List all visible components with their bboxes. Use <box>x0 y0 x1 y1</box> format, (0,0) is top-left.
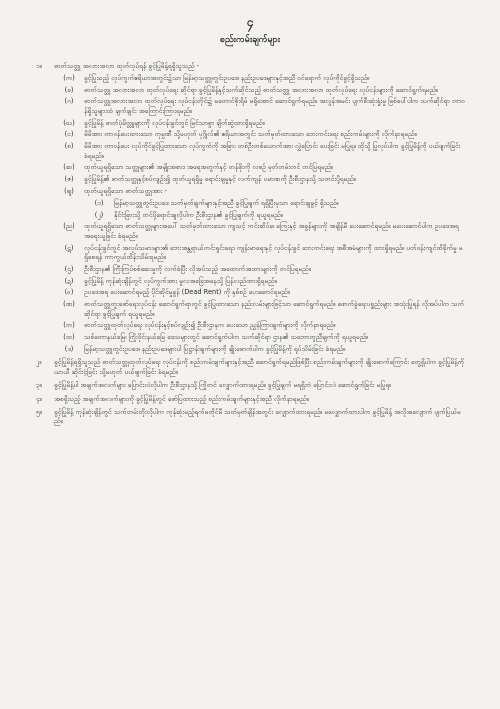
sub-clause <box>36 86 466 95</box>
clause-text: ထုတ်ယူရရှိသော သတ္တုများ၏ အမျိုးအစား၊ အရေအတွက်နှင့် တန်ဖိုးကို လစဉ် မှတ်တမ်းတင် တင်ပြရမည်။ <box>84 163 334 172</box>
clause-text: ဦးစီးဌာန၏ ကြီးကြပ်စစ်ဆေးမှုကို လက်ခံပြီး လိုအပ်သည့် အထောက်အထားများကို တင်ပြရမည်။ <box>84 264 311 273</box>
clause-text: အစရှိသည့် အချက်အလက်များကို ခွင့်ပြုမိန့်တွင် ဖော်ပြထားသည့် စည်းကမ်းချက်များနှင့်အညီ လိုက်နာရမည်။ <box>54 394 309 403</box>
clause-marker: (ဆ) <box>63 163 75 172</box>
clause-text: ဓာတ်သတ္တုထုတ်လုပ်ရေး လုပ်ငန်းနှင့်စပ်လျဉ်း၍ ဦးစီးဌာနက ပေးသော ညွှန်ကြားချက်များကို လိုက်နာရမည်။ <box>84 321 336 330</box>
clause-text: ဓာတ်သတ္တု အလားအလာ ထုတ်လုပ်ရန် ခွင့်ပြုမိန့်ရရှိသူသည် - <box>54 62 199 70</box>
sub-clause <box>36 321 466 330</box>
clause-marker: (င) <box>64 130 74 139</box>
sub-clause <box>36 74 466 83</box>
sub-clause <box>36 175 466 184</box>
clause-marker: (၂) <box>94 210 104 219</box>
sub-clause <box>36 187 466 196</box>
clause-number: ၄။ <box>36 394 42 403</box>
sub-clause <box>36 142 466 161</box>
clause-number: ၃။ <box>36 381 42 390</box>
clause-text: ဓာတ်သတ္တုတူးဖော်ရေးလုပ်ငန်း ဆောင်ရွက်ရာတွင် ခွင့်ပြုထားသော နည်းလမ်းများဖြင့်သာ ဆောင်ရွက်ရမည်။ ဖောက်ခွဲရေးပစ္စည်းများ အသုံးပြုရန် လိုအပ်ပါက သက်ဆိုင်ရာ ခွင့်ပြုချက် ရယူရမည်။ <box>84 300 464 318</box>
clause-marker: (ဃ) <box>63 118 75 127</box>
sub-clause <box>36 244 466 263</box>
clause-marker: (ခ) <box>64 85 74 94</box>
clause-marker: (ဋ) <box>64 243 74 252</box>
clause-marker: (ဇ) <box>64 175 74 184</box>
sub-clause <box>36 288 466 297</box>
clause-marker: (ထ) <box>63 333 75 342</box>
clause-text: ဓာတ်သတ္တု အလားအလာ ထုတ်လုပ်ရေး ဆိုင်ရာ ခွင့်ပြုမိန့်နှင့်သက်ဆိုင်သည့် ဓာတ်သတ္တု အလားအလာ ထုတ်လုပ်ရေး လုပ်ငန်းများကို ဆောင်ရွက်ရမည်။ <box>84 85 438 94</box>
clause-text: ခွင့်ပြုမိန့်ပါ အချက်အလက်များ ပြောင်းလဲလိုပါက ဦးစီးဌာနသို့ ကြိုတင် လျှောက်ထားရမည်။ ခွင့်ပြုချက် မရရှိဘဲ ပြောင်းလဲ ဆောင်ရွက်ခြင်း မပြုရ။ <box>54 381 391 390</box>
clause-text: မြန်မာ့သတ္တုတွင်းဥပဒေ သတ်မှတ်ချက်များနှင့်အညီ ခွင့်ပြုချက် ရရှိပြီးမှသာ ရောင်းချခွင့် ရှိသည်။ <box>114 198 339 207</box>
clause-number: ၂။ <box>36 358 42 367</box>
sub-clause <box>36 345 466 354</box>
clause-text: ခွင့်ပြုမိန့်ရရှိသူသည် ဓာတ်သတ္တုထုတ်လုပ်ရေး လုပ်ငန်းကို စည်းကမ်းချက်များနှင့်အညီ ဆောင်ရွက်ရမည်ဖြစ်ပြီး စည်းကမ်းချက်များကို ချိုးဖောက်ကြောင်း တွေ့ရှိပါက ခွင့်ပြုမိန့်ကို ယာယီ ဆိုင်းငံ့ခြင်း သို့မဟုတ် ပယ်ဖျက်ခြင်း ခံရမည်။ <box>54 358 464 376</box>
sub-clause <box>36 300 466 319</box>
sub-clause <box>36 130 466 139</box>
clause-marker: (ဂ) <box>64 97 74 106</box>
clause-text: ခွင့်ပြုမိန့် ကုန်ဆုံးချိန်တွင် လုပ်ကွက်အား မူလအခြေအနေသို့ ပြန်လည်ထားရှိရမည်။ <box>84 276 277 285</box>
clause-text: ခွင့်ပြုသည့် လုပ်ကွက်ဧရိယာအတွင်း၌သာ မြန်မာ့သတ္တုတွင်းဥပဒေ၊ နည်းဥပဒေများနှင့်အညီ ဝင်ရောက် လုပ်ကိုင်ခွင့်ရှိသည်။ <box>84 73 370 82</box>
clause-text: ထုတ်ယူရရှိသော ဓာတ်သတ္တုအား - <box>84 186 167 195</box>
section-heading: စည်းကမ်းချက်များ <box>219 35 281 45</box>
numbered-clause <box>36 62 466 71</box>
sub-clause <box>36 163 466 172</box>
clause-marker: (စ) <box>64 142 74 151</box>
clause-marker: (၁) <box>94 198 104 207</box>
numbered-clause <box>36 395 466 404</box>
clause-marker: (ဌ) <box>64 264 74 273</box>
sub-clause <box>36 97 466 116</box>
clause-marker: (ဎ) <box>64 288 74 297</box>
sub-clause <box>36 277 466 286</box>
clause-marker: (ဈ) <box>64 186 74 195</box>
clause-text: သစ်တောနယ်မြေ၊ ကြိုးဝိုင်းနယ်မြေ ဒေသများတွင် ဆောင်ရွက်ပါက သက်ဆိုင်ရာ ဌာန၏ သဘောတူညီချက်ကို ရယူရမည်။ <box>84 333 368 342</box>
numbered-clause <box>36 358 466 377</box>
clause-text: ထုတ်ယူရရှိသော ဓာတ်သတ္တုများအပေါ် သတ်မှတ်ထားသော ကျသင့် ကင်းဆိပ်ခ၊ ကြေးနှင့် အခွန်များကို အချိန်မီ ပေးဆောင်ရမည်။ မပေးဆောင်ပါက ဥပဒေအရ အရေးယူခြင်း ခံရမည်။ <box>84 222 459 240</box>
page-number: ၄ <box>246 15 254 29</box>
clause-text: မိမိအား တာဝန်ပေး လုပ်ကိုင်ခွင့်ပြုထားသော လုပ်ကွက်ကို အခြား တစ်ဦးတစ်ယောက်အား လွှဲပြောင်း ပေးခြင်း မပြုရ။ ထိုသို့ ပြုလုပ်ပါက ခွင့်ပြုမိန့်ကို ပယ်ဖျက်ခြင်း ခံရမည်။ <box>84 142 461 160</box>
clause-text: မြန်မာ့သတ္တုတွင်းဥပဒေ၊ နည်းဥပဒေများပါ ပြဋ္ဌာန်းချက်များကို ချိုးဖောက်ပါက ခွင့်ပြုမိန့်ကို ရုပ်သိမ်းခြင်း ခံရမည်။ <box>84 344 346 353</box>
clause-marker: (ဍ) <box>64 276 74 285</box>
clause-text: လုပ်ငန်းခွင်တွင် အလုပ်သမားများ၏ ဘေးအန္တရာယ်ကင်းရှင်းရေး၊ ကျန်းမာရေးနှင့် လုပ်ငန်းခွင် ဘေးကင်းရေး အစီအမံများကို ထားရှိရမည်။ ပတ်ဝန်းကျင်ထိခိုက်မှု မရှိစေရန် ကာကွယ်ထိန်းသိမ်းရမည်။ <box>84 243 463 261</box>
clause-marker: (ဒ) <box>64 344 74 353</box>
clause-text: ဥပဒေအရ ပေးဆောင်ရမည့် ပိုင်ဆိုင်မှုခွန် (Dead Rent) ကို နှစ်စဉ် ပေးဆောင်ရမည်။ <box>84 288 290 297</box>
clause-text: မိမိအား တာဝန်ပေးထားသော ကုမ္ပဏီ သို့မဟုတ် ပုဂ္ဂိုလ်၏ ဧရိယာအတွင်း သတ်မှတ်ထားသော ဘေးကင်းရေး စည်းကမ်းများကို လိုက်နာရမည်။ <box>84 130 417 139</box>
clause-marker: (က) <box>63 73 75 82</box>
clause-text: ခွင့်ပြုမိန့် ကုန်ဆုံးချိန်တွင် သက်တမ်းတိုးလိုပါက ကုန်ဆုံးမည့်ရက်မတိုင်မီ သတ်မှတ်ချိန်အတွင်း လျှောက်ထားရမည်။ မလျှောက်ထားပါက ခွင့်ပြုမိန့် အလိုအလျောက် ပျက်ပြယ်မည်။ <box>54 408 461 426</box>
sub-clause <box>36 222 466 241</box>
clause-number: ၅။ <box>36 408 42 416</box>
conditions-list <box>36 62 466 429</box>
sub-clause <box>36 211 466 220</box>
clause-marker: (ဏ) <box>63 300 75 309</box>
numbered-clause <box>36 381 466 390</box>
clause-number: ၁။ <box>36 62 42 70</box>
sub-clause <box>36 119 466 128</box>
sub-clause <box>36 199 466 208</box>
sub-clause <box>36 265 466 274</box>
clause-text: နိုင်ငံခြားသို့ တင်ပို့ရောင်းချလိုပါက ဦးစီးဌာန၏ ခွင့်ပြုချက်ကို ရယူရမည်။ <box>114 210 283 219</box>
numbered-clause <box>36 408 466 427</box>
clause-text: ဓာတ်သတ္တုအလားအလာ ထုတ်လုပ်ရေး လုပ်ငန်းတိုင်း၌ မတောင်စိုးရိမ် မရှိအောင် ဆောင်ရွက်ရမည်။ အလွန်အမင်း ပျက်စီးဆုံးရှုံးမှု ဖြစ်ပေါ်ပါက သက်ဆိုင်ရာ တာဝန်ရှိသူများထံ ချက်ချင်း အကြောင်းကြားရမည်။ <box>84 97 465 115</box>
sub-clause <box>36 333 466 342</box>
clause-marker: (ည) <box>63 222 75 231</box>
clause-marker: (တ) <box>63 321 75 330</box>
clause-text: ခွင့်ပြုမိန့်၏ ဓာတ်သတ္တုနှင့်စပ်လျဉ်း၍ ထုတ်ယူရရှိမှု ရောင်းချမှုနှင့် လက်ကျန် ပမာဏကို ဦးစီးဌာနသို့ သတင်းပို့ရမည်။ <box>84 175 356 184</box>
clause-text: ခွင့်ပြုမိန့် ဓာတ်ပုံမိတ္တူများကို လုပ်ငန်းခွင်တွင် မြင်သာစွာ ချိတ်ဆွဲထားရှိရမည်။ <box>84 118 265 127</box>
